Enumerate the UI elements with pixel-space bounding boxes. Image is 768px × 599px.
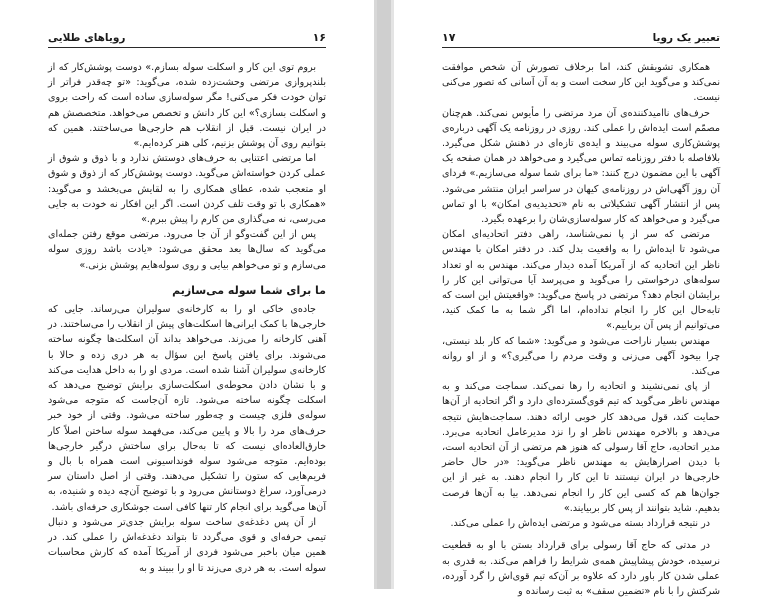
paragraph: مرتضی که سر از پا نمی‌شناسد، راهی دفتر اتحادیه‌ای امکان می‌شود تا ایده‌اش را به واقعیت بدل کند. در دفتر امکان با مهندس ناظر این اتحادیه که از آمریکا آمده دیدار می‌کند. مهندس به او تعداد سوله‌های درخواستی را می‌گوید و می‌پرسد آیا می‌توانی این کار را برایشان انجام دهد؟ مرتضی در پاسخ می‌گوید: «واقعیتش این است که تابه‌حال این کار را انجام نداده‌ام، اما اگر شما به ما کمک کنید، می‌توانیم از پس آن برباییم.» [442, 229, 720, 332]
right-running-title: تعبیر یک رویا [652, 32, 720, 44]
left-page-number: ۱۶ [312, 31, 326, 44]
left-page-header [48, 24, 326, 48]
paragraph: اما مرتضی اعتنایی به حرف‌های دوستش ندارد و با ذوق و شوق از عملی کردن خواسته‌اش می‌گوید. دوست پوشش‌کار که از ذوق و شوق او متعجب شده، عطای همکاری را به لقایش می‌بخشد و می‌گوید: «همکاری با تو وقت تلف کردن است. اگر این افکار نه خودت به جایی می‌رسی، نه می‌گذاری من کارم را پیش ببرم.» [48, 153, 326, 226]
paragraph: حرف‌های ناامیدکننده‌ی آن مرد مرتضی را مأیوس نمی‌کند. هم‌چنان مصمّم است ایده‌اش را عملی کند. روزی در روزنامه یک آگهی درباره‌ی پوشش‌کاری سوله می‌بیند و ایده‌ی تازه‌ای در ذهنش شکل می‌گیرد. بلافاصله با دفتر روزنامه تماس می‌گیرد و می‌خواهد در همان صفحه یک آگهی با این مضمون درج کنند: «ما برای شما سوله می‌سازیم.» فردای آن روز آگهی‌اش در روزنامه‌ی کیهان در سراسر ایران منتشر می‌شود. پس از انتشار آگهی تشکیلاتی به نام «تحدیدیه‌ی امکان» با او تماس می‌گیرد و می‌خواهد که کار سوله‌سازی‌شان را برعهده بگیرد. [442, 107, 720, 226]
book-gutter [374, 0, 394, 589]
section-title: ما برای شما سوله می‌سازیم [172, 283, 326, 297]
paragraph: پس از این گفت‌وگو از آن جا می‌رود. مرتضی موقع رفتن جمله‌ای می‌گوید که سال‌ها بعد محقق می‌شود: «یادت باشد روزی سوله می‌سازم و تو می‌خواهم بیایی و روی سوله‌هایم پوشش بزنی.» [48, 229, 326, 271]
paragraph: بروم توی این کار و اسکلت سوله بسازم.» دوست پوشش‌کار که از بلندپروازی مرتضی وحشت‌زده شده، می‌گوید: «تو چه‌قدر فراتر از توان خودت فکر می‌کنی! مگر سوله‌سازی ساده است که راحت بروی و اسکلت بسازی؟» این کار دانش و تخصص می‌خواهد. متخصصش هم در ایران نیست. قبل از انقلاب هم خارجی‌ها می‌ساختند. همین که بتوانیم روی آن پوشش بزنیم، کلی هنر کرده‌ایم.» [48, 62, 326, 150]
paragraph: همکاری تشویقش کند، اما برخلاف تصورش آن شخص موافقت نمی‌کند و می‌گوید این کار سخت است و به آن آسانی که تصور می‌کنی نیست. [442, 62, 720, 104]
paragraph: در مدتی که حاج آقا رسولی برای قرارداد بستن با او به قطعیت نرسیده، خودش پیشاپیش همه‌ی شرایط را فراهم می‌کند. به قدری به عملی شدن کار باور دارد که علاوه بر آن‌که تیم قوی‌اش را گرد آورده، شرکتش را با نام «تضمین سقف» به ثبت رسانده و [442, 540, 720, 597]
paragraph: از پای نمی‌نشیند و اتحادیه را رها نمی‌کند. سماجت می‌کند و به مهندس ناظر می‌گوید که تیم قوی‌گسترده‌ای دارد و اگر اتحادیه از آن‌ها حمایت کند، قول می‌دهد کار خوبی ارائه دهند. سماجت‌هایش نتیجه می‌دهد و بالاخره مهندس ناظر او را نزد مدیرعامل اتحادیه می‌برد. مدیر اتحادیه، حاج آقا رسولی که هنوز هم مرتضی از آن اتحادیه است، با دیدن اصرارهایش به مهندس ناظر می‌گوید: «در حال حاضر خارجی‌ها در ایران نیستند تا این کار را انجام دهند. به غیر از این جوان‌ها هم که کسی این کار را انجام نمی‌دهد. بیا به آن‌ها فرصت بدهیم. شاید بتوانند از پس کار بربیایند.» [442, 381, 720, 514]
paragraph: در نتیجه قرارداد بسته می‌شود و مرتضی ایده‌اش را عملی می‌کند. [450, 518, 710, 530]
right-page-number: ۱۷ [442, 31, 456, 44]
right-page [394, 0, 768, 597]
left-running-title: رویاهای طلایی [48, 32, 126, 44]
right-page-body [442, 60, 720, 597]
paragraph: مهندس بسیار ناراحت می‌شود و می‌گوید: «شما که کار بلد نیستی، چرا بیخود آگهی می‌زنی و وقت مردم را می‌گیری؟» و از او روانه می‌کند. [442, 335, 720, 378]
left-page [0, 0, 374, 589]
paragraph: از آن پس دغدغه‌ی ساخت سوله برایش جدی‌تر می‌شود و دنبال تیمی حرفه‌ای و قوی می‌گردد تا بتواند دغدغه‌اش را عملی کند. در همین میان باخبر می‌شود فردی از آمریکا آمده که کارش محاسبات سوله است. به هر دری می‌زند تا او را ببیند و به [48, 516, 326, 574]
right-page-header [442, 24, 720, 48]
paragraph: جاده‌ی خاکی او را به کارخانه‌ی سولیران می‌رساند. جایی که خارجی‌ها با کمک ایرانی‌ها اسکلت‌های پیش از انقلاب را می‌ساختند. در آهنی کارخانه را می‌زند. می‌خواهد بداند آن اسکلت‌ها چگونه ساخته می‌شوند. برای یافتن پاسخ این سؤال به هر دری زده و حالا با کارخانه‌ی سولیران آشنا شده است. مردی او را به داخل هدایت می‌کند و با نشان دادن محوطه‌ی اسکلت‌سازی برایش توضیح می‌دهد که اسکلت چگونه ساخته می‌شود. تازه آن‌جاست که متوجه می‌شود سوله‌ی فلزی چیست و چه‌طور ساخته می‌شود. وقتی از خود خبر حرف‌های مرد را بالا و پایین می‌کند، می‌فهمد سوله ساختن اصلاً کار خارق‌العاده‌ای نیست که تا به‌حال برای ساختش درگیر خارجی‌ها بوده‌ایم. متوجه می‌شود سوله فونداسیونی است همراه با بال و فریم‌هایی که ستون را تشکیل می‌دهند. وقتی از اصل داستان سر درمی‌آورد، سراغ دوستانش می‌رود و با توضیح آن‌چه دیده و شنیده، به آن‌ها می‌گوید برای انجام کار تنها کافی است جوشکاری حرفه‌ای باشد. [48, 304, 326, 513]
left-page-body [48, 60, 326, 581]
